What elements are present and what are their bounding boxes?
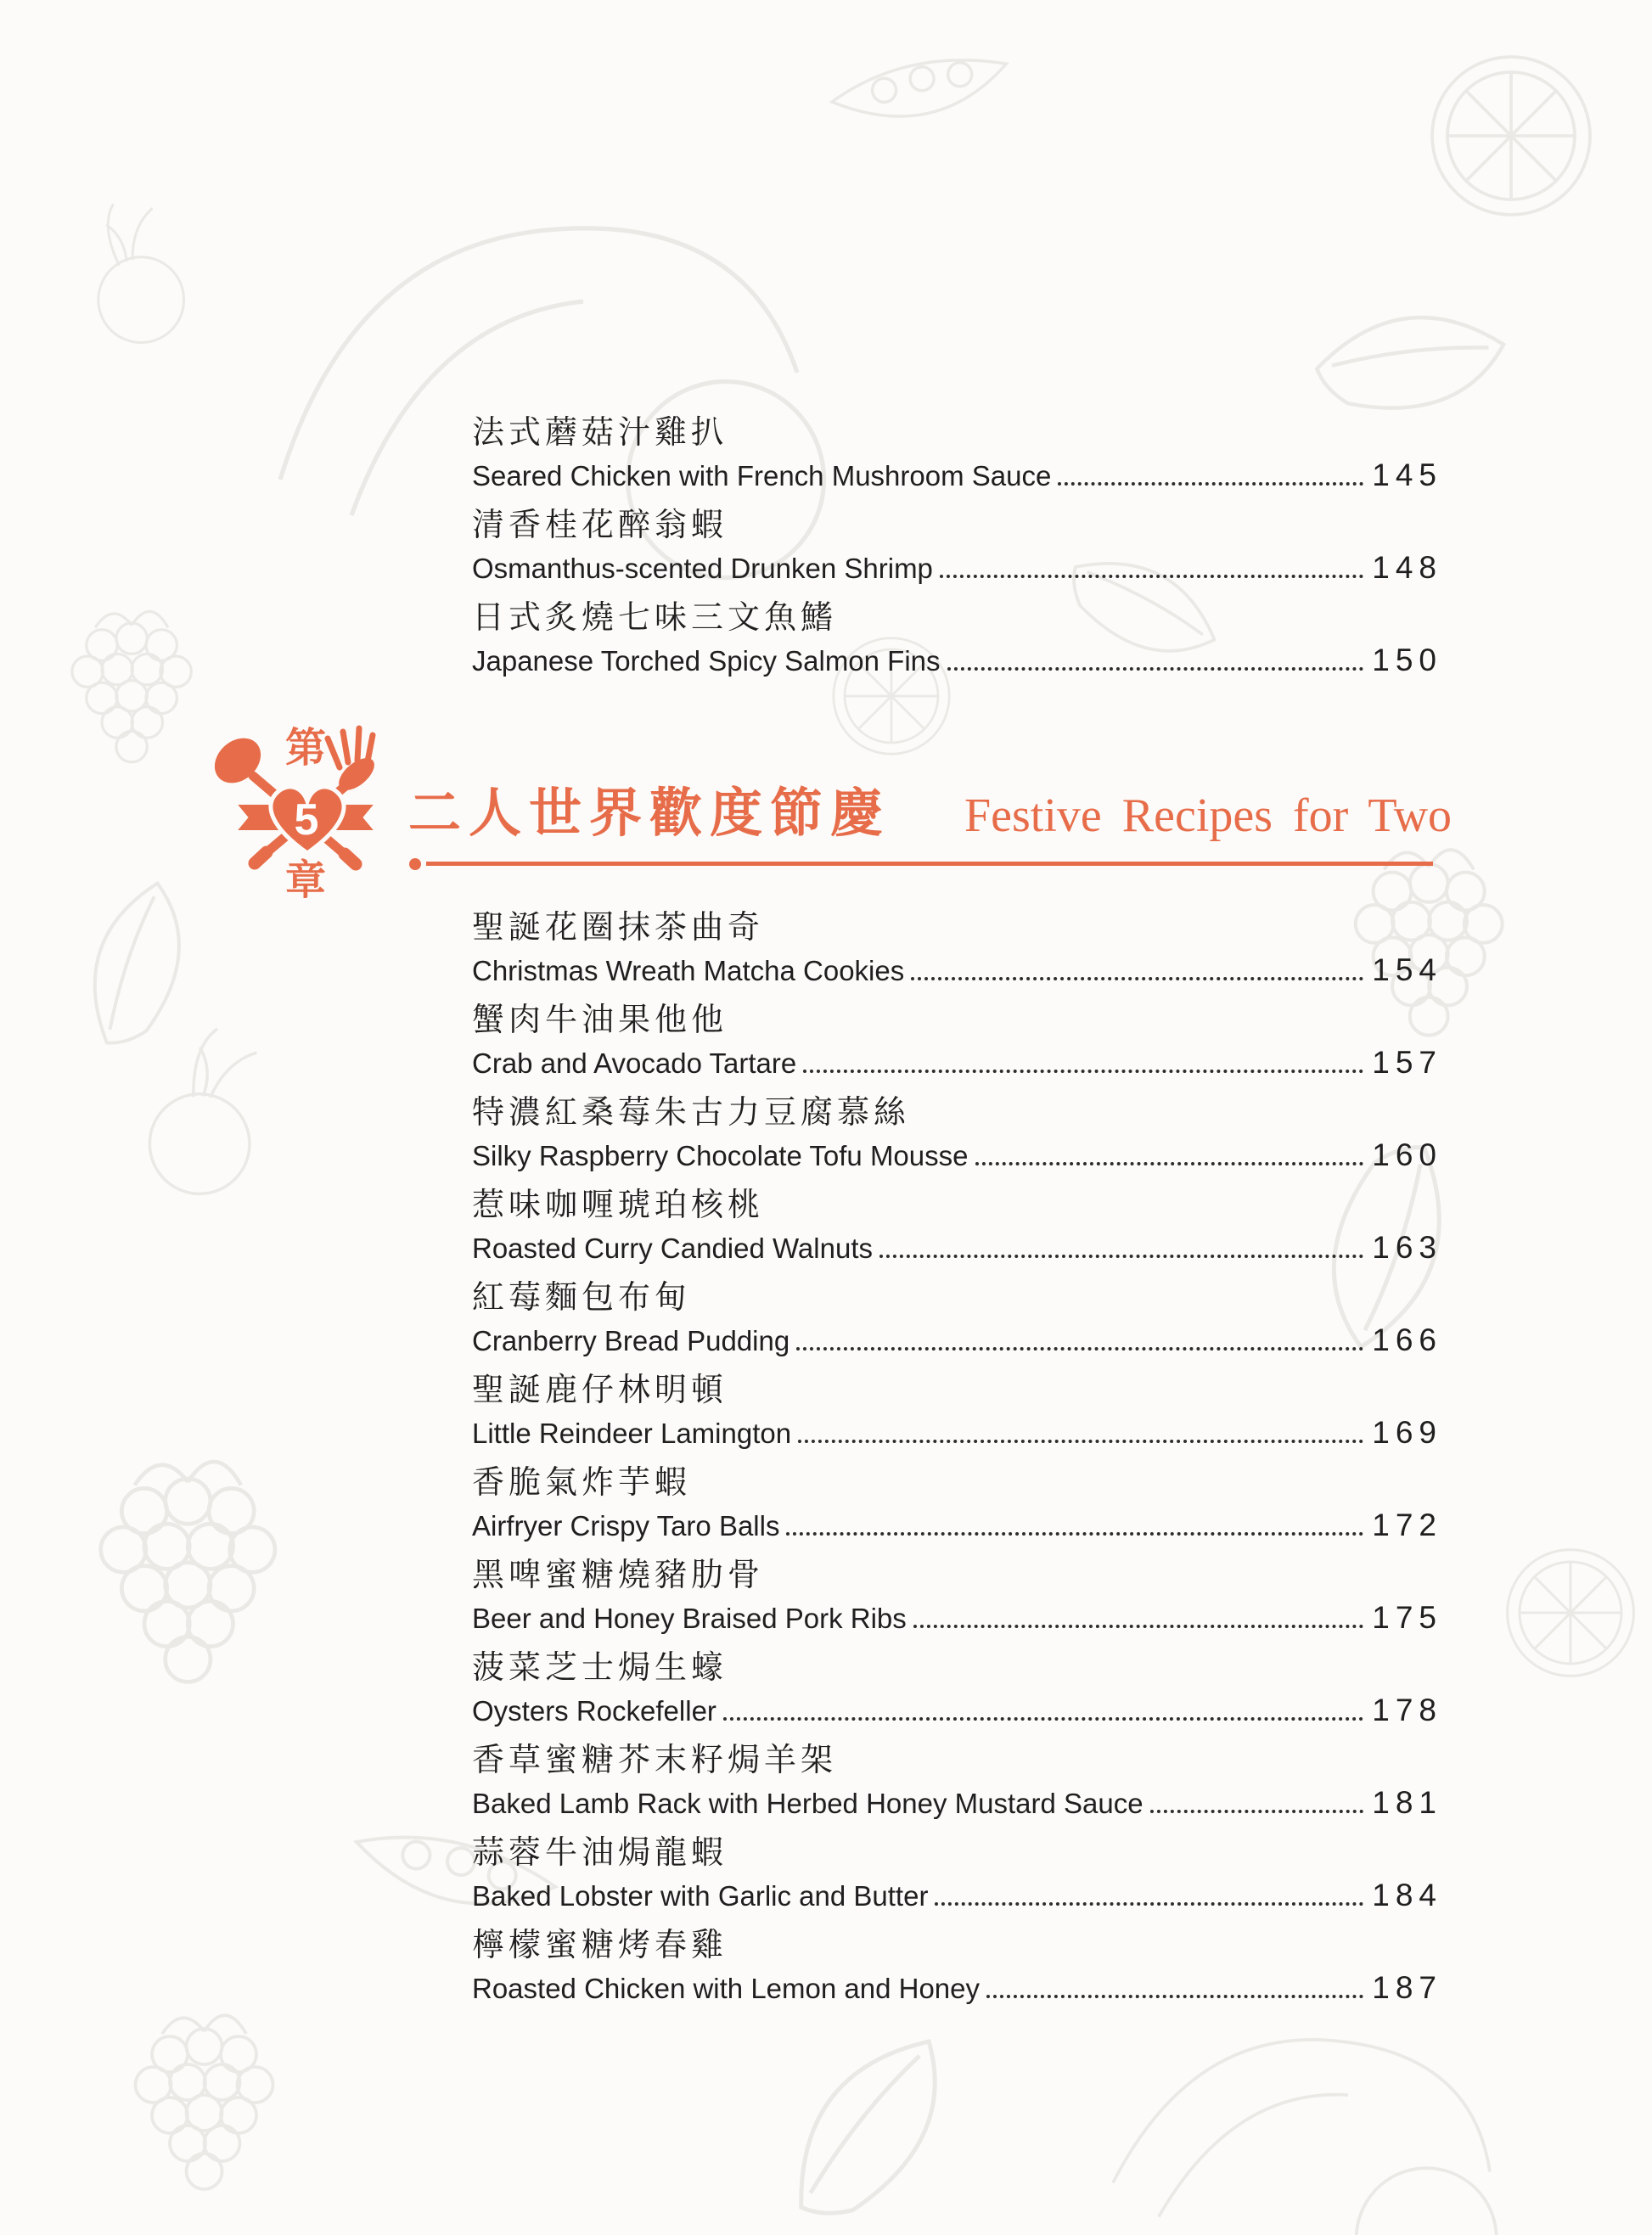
recipe-title-en: Roasted Curry Candied Walnuts — [472, 1233, 873, 1264]
dot-leader — [975, 1162, 1364, 1165]
dot-leader — [723, 1717, 1363, 1721]
toc-section-chapter-5 — [472, 908, 1442, 2019]
recipe-title-zh: 聖誕鹿仔林明頓 — [472, 1373, 728, 1408]
chapter-title-zh: 二人世界歡度節慶 — [408, 785, 891, 843]
dot-leader — [947, 667, 1364, 671]
recipe-entry-row — [472, 1045, 1442, 1081]
recipe-title-zh: 檸檬蜜糖烤春雞 — [472, 1928, 728, 1963]
dot-leader — [1150, 1810, 1364, 1813]
recipe-entry-row — [472, 1600, 1442, 1637]
page-number: 169 — [1372, 1415, 1442, 1450]
recipe-title-zh: 香脆氣炸芋蝦 — [472, 1465, 692, 1501]
recipe-title-en: Little Reindeer Lamington — [472, 1418, 792, 1449]
chapter-underline — [426, 862, 1433, 866]
page-number: 175 — [1372, 1600, 1442, 1635]
page-number: 163 — [1372, 1230, 1442, 1265]
page-number: 178 — [1372, 1693, 1442, 1727]
recipe-entry-row — [472, 1415, 1442, 1452]
recipe-title-zh: 清香桂花醉翁蝦 — [472, 508, 728, 543]
page-number: 154 — [1372, 952, 1442, 987]
recipe-entry-row — [472, 1508, 1442, 1544]
toc-entry — [472, 506, 1442, 598]
recipe-entry-row — [472, 1230, 1442, 1266]
page-number: 166 — [1372, 1322, 1442, 1357]
recipe-title-zh: 蒜蓉牛油焗龍蝦 — [472, 1835, 728, 1871]
toc-section-previous-chapter — [472, 413, 1442, 691]
recipe-title-zh: 蟹肉牛油果他他 — [472, 1002, 728, 1038]
toc-entry — [472, 1278, 1442, 1371]
chapter-5-emblem — [204, 723, 407, 915]
dot-leader — [798, 1440, 1363, 1443]
recipe-title-en: Silky Raspberry Chocolate Tofu Mousse — [472, 1140, 969, 1171]
page-number: 181 — [1372, 1785, 1442, 1820]
recipe-title-zh: 法式蘑菇汁雞扒 — [472, 415, 728, 451]
toc-entry — [472, 1186, 1442, 1278]
recipe-title-en: Seared Chicken with French Mushroom Sauce — [472, 460, 1052, 491]
dot-leader — [786, 1532, 1363, 1536]
recipe-title-en: Osmanthus-scented Drunken Shrimp — [472, 553, 933, 584]
toc-entry — [472, 1001, 1442, 1093]
recipe-title-en: Airfryer Crispy Taro Balls — [472, 1510, 780, 1541]
recipe-entry-row — [472, 952, 1442, 989]
toc-entry — [472, 1556, 1442, 1648]
recipe-title-en: Baked Lobster with Garlic and Butter — [472, 1880, 929, 1912]
toc-entry — [472, 413, 1442, 506]
toc-entry — [472, 908, 1442, 1001]
page-number: 160 — [1372, 1137, 1442, 1172]
dot-leader — [911, 977, 1363, 980]
recipe-title-en: Roasted Chicken with Lemon and Honey — [472, 1973, 981, 2004]
page-number: 145 — [1372, 458, 1442, 492]
toc-entry — [472, 1926, 1442, 2019]
page-number: 172 — [1372, 1508, 1442, 1542]
recipe-title-en: Baked Lamb Rack with Herbed Honey Mustard Sauce — [472, 1788, 1143, 1819]
recipe-title-zh: 紅莓麵包布甸 — [472, 1280, 692, 1316]
dot-leader — [940, 575, 1363, 578]
page-number: 184 — [1372, 1878, 1442, 1912]
recipe-title-en: Crab and Avocado Tartare — [472, 1047, 797, 1079]
recipe-entry-row — [472, 1970, 1442, 2007]
recipe-entry-row — [472, 1878, 1442, 1914]
toc-entry — [472, 598, 1442, 691]
recipe-entry-row — [472, 458, 1442, 494]
recipe-title-zh: 香草蜜糖芥末籽焗羊架 — [472, 1743, 838, 1778]
dot-leader — [1058, 482, 1363, 486]
recipe-title-en: Oysters Rockefeller — [472, 1695, 716, 1727]
dot-leader — [935, 1902, 1363, 1906]
toc-entry — [472, 1741, 1442, 1833]
toc-entry — [472, 1371, 1442, 1463]
toc-entry — [472, 1463, 1442, 1556]
chapter-number: 5 — [294, 795, 319, 845]
recipe-entry-row — [472, 1137, 1442, 1174]
chapter-prefix-char: 第 — [284, 726, 327, 771]
dot-leader — [913, 1625, 1364, 1628]
recipe-entry-row — [472, 1693, 1442, 1729]
dot-leader — [796, 1347, 1363, 1351]
page-number: 157 — [1372, 1045, 1442, 1080]
recipe-title-zh: 日式炙燒七味三文魚鰭 — [472, 600, 838, 636]
recipe-title-zh: 菠菜芝士焗生蠔 — [472, 1650, 728, 1686]
recipe-entry-row — [472, 550, 1442, 587]
page-number: 148 — [1372, 550, 1442, 585]
rule-dot — [409, 858, 421, 870]
recipe-title-zh: 特濃紅桑莓朱古力豆腐慕絲 — [472, 1095, 911, 1131]
recipe-entry-row — [472, 1785, 1442, 1822]
recipe-title-en: Christmas Wreath Matcha Cookies — [472, 955, 905, 986]
chapter-title-en: Festive Recipes for Two — [964, 789, 1453, 842]
toc-entry — [472, 1833, 1442, 1926]
recipe-title-zh: 黑啤蜜糖燒豬肋骨 — [472, 1558, 765, 1593]
recipe-title-en: Japanese Torched Spicy Salmon Fins — [472, 645, 941, 677]
toc-entry — [472, 1648, 1442, 1741]
toc-entry — [472, 1093, 1442, 1186]
recipe-title-zh: 惹味咖喱琥珀核桃 — [472, 1188, 765, 1223]
dot-leader — [986, 1995, 1363, 1998]
recipe-entry-row — [472, 1322, 1442, 1359]
chapter-suffix-char: 章 — [284, 858, 327, 903]
recipe-title-zh: 聖誕花圈抹茶曲奇 — [472, 910, 765, 946]
recipe-title-en: Beer and Honey Braised Pork Ribs — [472, 1603, 907, 1634]
dot-leader — [879, 1255, 1363, 1258]
recipe-title-en: Cranberry Bread Pudding — [472, 1325, 790, 1356]
page-number: 150 — [1372, 643, 1442, 677]
recipe-entry-row — [472, 643, 1442, 679]
page-number: 187 — [1372, 1970, 1442, 2005]
dot-leader — [803, 1070, 1363, 1073]
